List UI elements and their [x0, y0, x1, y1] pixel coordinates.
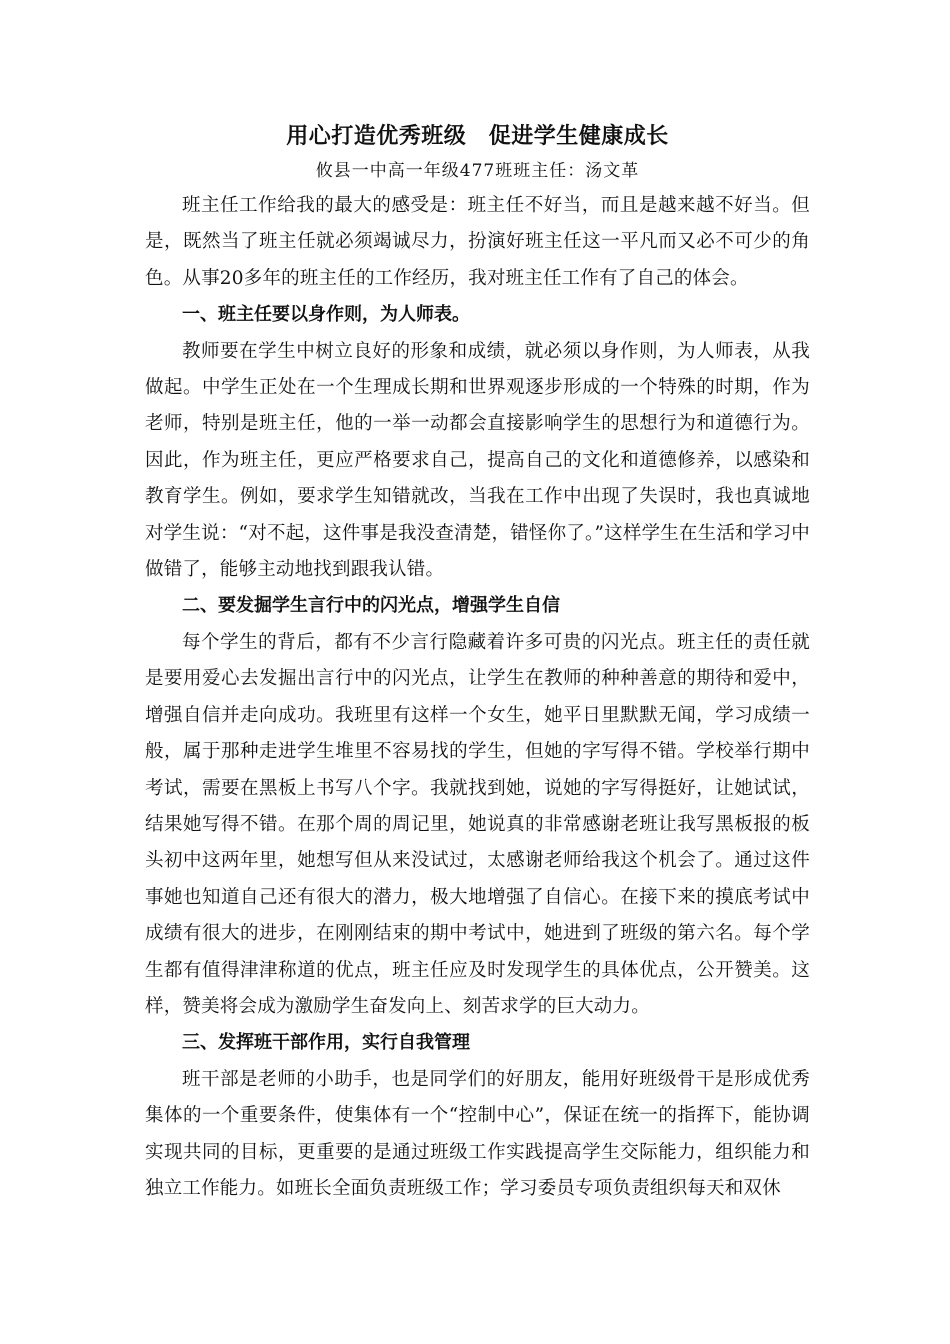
section-2-heading: 二、要发掘学生言行中的闪光点，增强学生自信: [182, 595, 560, 617]
section-2-body: 每个学生的背后，都有不少言行隐藏着许多可贵的闪光点。班主任的责任就是要用爱心去发掘出言行中的闪光点，让学生在教师的种种善意的期待和爱中，增强自信并走向成功。我班里有这样一个女生，她平日里默默无闻，学习成绩一般，属于那种走进学生堆里不容易找的学生，但她的字写得不错。学校举行期中考试，需要在黑板上书写八个字。我就找到她，说她的字写得挺好，让她试试，结果她写得不错。在那个周的周记里，她说真的非常感谢老班让我写黑板报的板头初中这两年里，她想写但从来没试过，太感谢老师给我这个机会了。通过这件事她也知道自己还有很大的潜力，极大地增强了自信心。在接下来的摸底考试中成绩有很大的进步，在刚刚结束的期中考试中，她进到了班级的第六名。每个学生都有值得津津称道的优点，班主任应及时发现学生的具体优点，公开赞美。这样，赞美将会成为激励学生奋发向上、刻苦求学的巨大动力。: [145, 631, 810, 1017]
section-3-heading: 三、发挥班干部作用，实行自我管理: [182, 1032, 470, 1054]
section-1-heading: 一、班主任要以身作则，为人师表。: [182, 304, 470, 326]
section-1-body: 教师要在学生中树立良好的形象和成绩，就必须以身作则，为人师表，从我做起。中学生正处在一个生理成长期和世界观逐步形成的一个特殊的时期，作为老师，特别是班主任，他的一举一动都会直接影响学生的思想行为和道德行为。因此，作为班主任，更应严格要求自己，提高自己的文化和道德修养，以感染和教育学生。例如，要求学生知错就改，当我在工作中出现了失误时，我也真诚地对学生说：“对不起，这件事是我没查清楚，错怪你了。”这样学生在生活和学习中做错了，能够主动地找到跟我认错。: [145, 340, 810, 581]
section-3-body: 班干部是老师的小助手，也是同学们的好朋友，能用好班级骨干是形成优秀集体的一个重要条件，使集体有一个“控制中心”，保证在统一的指挥下，能协调实现共同的目标，更重要的是通过班级工作实践提高学生交际能力，组织能力和独立工作能力。如班长全面负责班级工作；学习委员专项负责组织每天和双休: [145, 1068, 810, 1199]
document-title: 用心打造优秀班级 促进学生健康成长: [286, 124, 669, 149]
document-byline: 攸县一中高一年级477班班主任：汤文革: [315, 161, 640, 181]
document-page: [145, 118, 810, 1207]
intro-paragraph: 班主任工作给我的最大的感受是：班主任不好当，而且是越来越不好当。但是，既然当了班主任就必须竭诚尽力，扮演好班主任这一平凡而又必不可少的角色。从事20多年的班主任的工作经历，我对班主任工作有了自己的体会。: [145, 195, 810, 289]
